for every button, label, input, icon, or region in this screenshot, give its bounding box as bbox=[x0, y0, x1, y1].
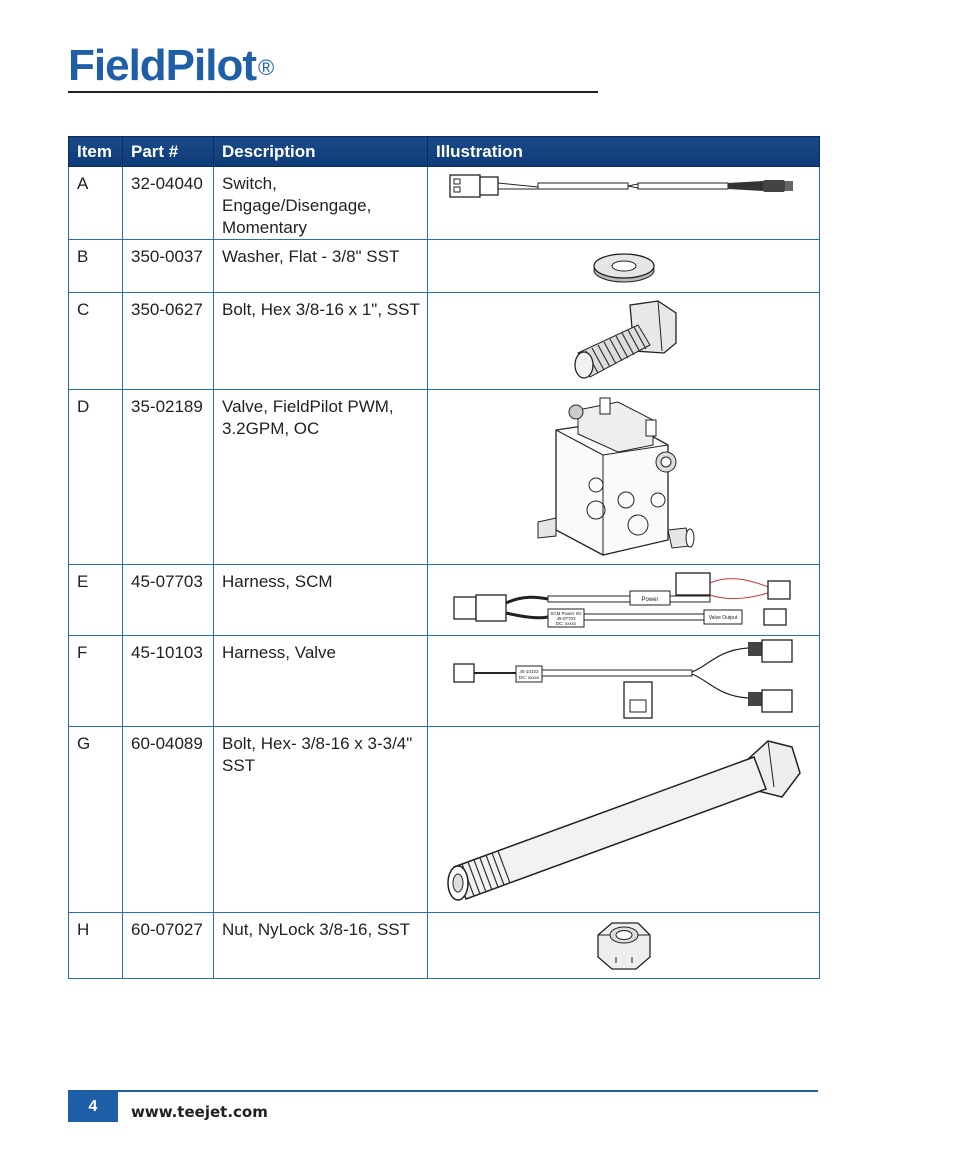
brand-logo bbox=[68, 40, 273, 92]
part-cell: 350-0037 bbox=[123, 240, 214, 293]
illustration-cell bbox=[428, 293, 820, 390]
washer-icon bbox=[428, 240, 818, 291]
item-cell: A bbox=[69, 167, 123, 240]
column-header-part: Part # bbox=[123, 137, 214, 167]
scm-tag-line2: 45-07703 bbox=[556, 616, 576, 621]
description-cell: Bolt, Hex- 3/8-16 x 3-3/4" SST bbox=[214, 727, 428, 913]
brand-name: FieldPilot bbox=[68, 41, 256, 90]
valve-harness-tag-line1: 45-10103 bbox=[519, 669, 539, 674]
scm-harness-icon bbox=[428, 565, 818, 634]
illustration-cell bbox=[428, 390, 820, 565]
illustration-cell bbox=[428, 240, 820, 293]
description-cell: Bolt, Hex 3/8-16 x 1", SST bbox=[214, 293, 428, 390]
part-cell: 60-07027 bbox=[123, 913, 214, 979]
trademark-symbol: ® bbox=[258, 55, 274, 80]
item-cell: G bbox=[69, 727, 123, 913]
long-bolt-icon bbox=[428, 727, 818, 911]
item-cell: B bbox=[69, 240, 123, 293]
item-cell: F bbox=[69, 636, 123, 727]
column-header-description: Description bbox=[214, 137, 428, 167]
table-row bbox=[69, 167, 820, 240]
part-cell: 32-04040 bbox=[123, 167, 214, 240]
header-rule bbox=[68, 91, 598, 93]
table-row bbox=[69, 390, 820, 565]
description-cell: Harness, SCM bbox=[214, 565, 428, 636]
column-header-illustration: Illustration bbox=[428, 137, 820, 167]
footer-rule bbox=[68, 1090, 818, 1092]
illustration-cell bbox=[428, 167, 820, 240]
description-cell: Harness, Valve bbox=[214, 636, 428, 727]
table-row bbox=[69, 727, 820, 913]
scm-tag-line3: DC: xxxxx bbox=[555, 621, 577, 626]
column-header-item: Item bbox=[69, 137, 123, 167]
table-header-row bbox=[69, 137, 820, 167]
page-number: 4 bbox=[68, 1092, 118, 1122]
illustration-cell bbox=[428, 913, 820, 979]
valve-icon bbox=[428, 390, 818, 563]
valve-output-tag-label: Valve Output bbox=[708, 615, 738, 621]
illustration-cell bbox=[428, 636, 820, 727]
valve-harness-icon bbox=[428, 636, 818, 725]
nut-icon bbox=[428, 913, 818, 977]
website-link[interactable]: www.teejet.com bbox=[131, 1103, 268, 1121]
part-cell: 45-07703 bbox=[123, 565, 214, 636]
power-tag-label: Power bbox=[641, 597, 659, 603]
description-cell: Washer, Flat - 3/8" SST bbox=[214, 240, 428, 293]
item-cell: C bbox=[69, 293, 123, 390]
switch-harness-icon bbox=[428, 167, 818, 218]
table-row bbox=[69, 565, 820, 636]
short-bolt-icon bbox=[428, 293, 818, 388]
table-row bbox=[69, 636, 820, 727]
table-row bbox=[69, 913, 820, 979]
table-row bbox=[69, 293, 820, 390]
valve-harness-tag-line2: DC: xxxxx bbox=[518, 675, 540, 680]
description-cell: Valve, FieldPilot PWM, 3.2GPM, OC bbox=[214, 390, 428, 565]
item-cell: E bbox=[69, 565, 123, 636]
description-cell: Nut, NyLock 3/8-16, SST bbox=[214, 913, 428, 979]
part-cell: 35-02189 bbox=[123, 390, 214, 565]
illustration-cell bbox=[428, 565, 820, 636]
part-cell: 350-0627 bbox=[123, 293, 214, 390]
part-cell: 45-10103 bbox=[123, 636, 214, 727]
part-cell: 60-04089 bbox=[123, 727, 214, 913]
illustration-cell bbox=[428, 727, 820, 913]
description-cell: Switch, Engage/Disengage, Momentary bbox=[214, 167, 428, 240]
scm-tag-line1: SCM Power I/O bbox=[550, 611, 582, 616]
item-cell: H bbox=[69, 913, 123, 979]
table-row bbox=[69, 240, 820, 293]
parts-table bbox=[68, 136, 820, 979]
item-cell: D bbox=[69, 390, 123, 565]
